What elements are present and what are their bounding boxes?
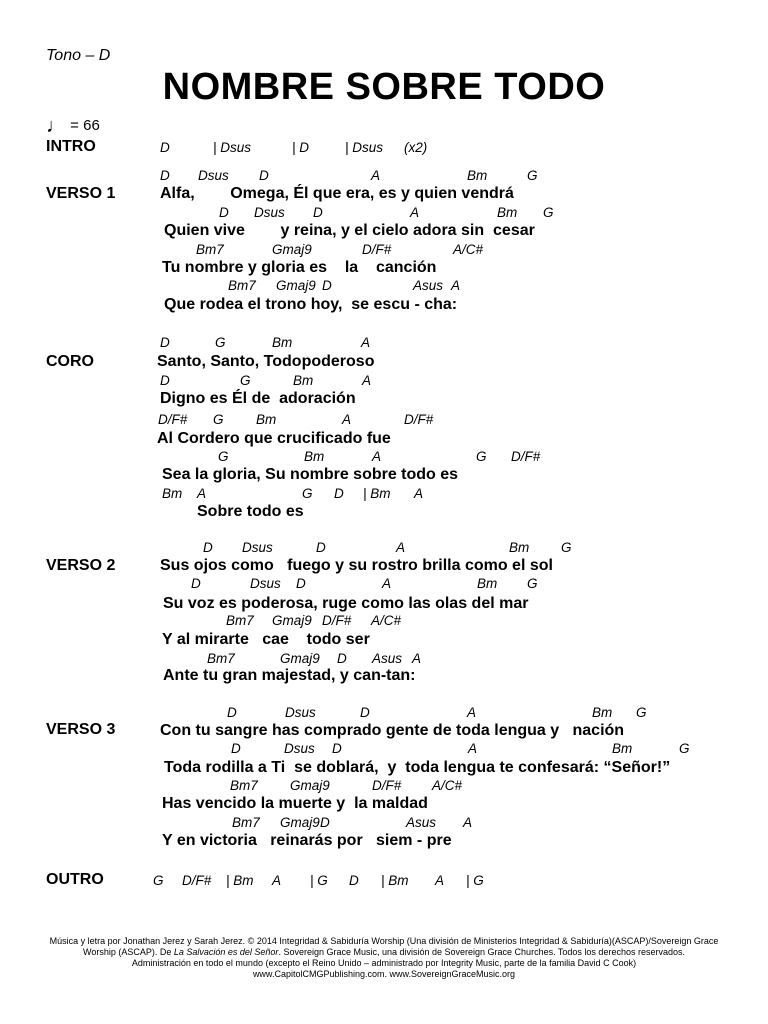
chord: G [240, 373, 251, 388]
chord: D/F# [158, 412, 188, 427]
chord: D [227, 705, 237, 720]
chord: G [679, 741, 690, 756]
chord: Bm7 [228, 278, 256, 293]
chord: D [316, 540, 326, 555]
chord: A [463, 815, 473, 830]
chord: D [322, 278, 332, 293]
lyric-line: Su voz es poderosa, ruge como las olas del mar [163, 595, 529, 612]
chord: G [153, 873, 164, 888]
chord: A/C# [371, 613, 402, 628]
chord: D [334, 486, 344, 501]
song-title: NOMBRE SOBRE TODO [162, 66, 606, 108]
chord: | Bm [363, 486, 391, 501]
chord: A [197, 486, 207, 501]
chord: Bm [162, 486, 183, 501]
chord: D [360, 705, 370, 720]
chord: D [160, 168, 170, 183]
chord: G [476, 449, 487, 464]
chord: A [414, 486, 424, 501]
chord: Bm [497, 205, 518, 220]
chord: A/C# [432, 778, 463, 793]
chord: D [231, 741, 241, 756]
chord: D [349, 873, 359, 888]
chord: Gmaj9 [276, 278, 316, 293]
chord: A [362, 373, 372, 388]
chord: | Bm [381, 873, 409, 888]
copyright-footer [40, 936, 728, 980]
chord: Bm [477, 576, 498, 591]
chord: A [342, 412, 352, 427]
chord: D/F# [404, 412, 434, 427]
chord: | Bm [226, 873, 254, 888]
chord: D [337, 651, 347, 666]
lyric-line: Alfa, Omega, Él que era, es y quien vendrá [160, 185, 514, 202]
chord: A [412, 651, 422, 666]
chord: G [215, 335, 226, 350]
chord: Bm [467, 168, 488, 183]
section-label-coro: CORO [46, 353, 94, 370]
lyric-line: Ante tu gran majestad, y can-tan: [163, 667, 416, 684]
chord: Gmaj9 [272, 242, 312, 257]
chord: G [302, 486, 313, 501]
chord: Asus [406, 815, 437, 830]
chord: A [410, 205, 420, 220]
chord: G [543, 205, 554, 220]
tempo-value: = 66 [70, 117, 100, 134]
chord: D/F# [372, 778, 402, 793]
chord: A [272, 873, 282, 888]
quarter-note-icon: ♩ [46, 115, 66, 137]
lyric-line: Sea la gloria, Su nombre sobre todo es [162, 466, 459, 483]
chord: G [218, 449, 229, 464]
chord: Dsus [198, 168, 229, 183]
chord: (x2) [404, 140, 428, 155]
chord: Bm7 [232, 815, 260, 830]
chord: D [160, 140, 170, 155]
chord: Bm7 [207, 651, 235, 666]
chord: D [160, 335, 170, 350]
chord: D [219, 205, 229, 220]
lyric-line: Quien vive y reina, y el cielo adora sin cesar [164, 222, 535, 239]
chord: | Dsus [213, 140, 252, 155]
lyric-line: Al Cordero que crucificado fue [157, 430, 391, 447]
chord: Dsus [250, 576, 281, 591]
album-title: La Salvación es del Señor [173, 947, 279, 957]
chord: Dsus [254, 205, 285, 220]
chord: Bm [293, 373, 314, 388]
chord: Bm [612, 741, 633, 756]
chord: Gmaj9 [280, 651, 320, 666]
chord: Asus [413, 278, 444, 293]
section-label-verso1: VERSO 1 [46, 185, 116, 202]
lyric-line: Y en victoria reinarás por siem - pre [162, 832, 452, 849]
chord: D/F# [362, 242, 392, 257]
lyric-line: Tu nombre y gloria es la canción [162, 259, 437, 276]
chord: Bm7 [230, 778, 258, 793]
section-label-intro: INTRO [46, 138, 96, 155]
chord: | G [310, 873, 328, 888]
chord: D [320, 815, 330, 830]
lyric-line: Y al mirarte cae todo ser [162, 631, 370, 648]
chord: Gmaj9 [290, 778, 330, 793]
chord: D [259, 168, 269, 183]
chord: Dsus [242, 540, 273, 555]
chord: Dsus [285, 705, 316, 720]
chord: Bm [272, 335, 293, 350]
lyric-line: Que rodea el trono hoy, se escu - cha: [164, 296, 458, 313]
chord: D/F# [182, 873, 212, 888]
footer-administration: Administración en todo el mundo (excepto el Reino Unido – administrado por Integrity Music, parte de la familia David C Cook) [131, 958, 637, 968]
section-label-verso3: VERSO 3 [46, 721, 116, 738]
chord: D/F# [511, 449, 541, 464]
chord: A [435, 873, 445, 888]
chord: A [468, 741, 478, 756]
chord: A [361, 335, 371, 350]
chord: A [396, 540, 406, 555]
tempo-marking [46, 113, 100, 136]
chord: Bm [592, 705, 613, 720]
chord: Asus [372, 651, 403, 666]
chord: G [561, 540, 572, 555]
section-label-outro: OUTRO [46, 871, 104, 888]
footer-credits: Música y letra por Jonathan Jerez y Sarah Jerez. © 2014 Integridad & Sabiduría Worship (Una división de Ministerios Integridad & Sabiduría)(ASCAP)/Sovereign Grace Worship (ASCAP). De La Salvación es del Señor. Sovereign Grace Music, una división de Sovereign Grace Churches. Todos los derechos reservados. [49, 936, 719, 957]
chord: A/C# [453, 242, 484, 257]
lyric-line: Digno es Él de adoración [160, 390, 356, 407]
lyric-line: Sobre todo es [197, 503, 304, 520]
chord: G [213, 412, 224, 427]
chord: G [527, 168, 538, 183]
chord: Dsus [284, 741, 315, 756]
chord: A [451, 278, 461, 293]
chord: D [332, 741, 342, 756]
chord: D [313, 205, 323, 220]
lyric-line: Has vencido la muerte y la maldad [162, 795, 428, 812]
chord: Gmaj9 [272, 613, 312, 628]
section-label-verso2: VERSO 2 [46, 557, 116, 574]
chord: | D [292, 140, 310, 155]
lyric-line: Toda rodilla a Ti se doblará, y toda lengua te confesará: “Señor!” [164, 759, 671, 776]
song-key: Tono – D [46, 47, 111, 64]
chord: Bm [304, 449, 325, 464]
chord: Bm7 [226, 613, 254, 628]
chord: | Dsus [345, 140, 384, 155]
chord: D [191, 576, 201, 591]
lyric-line: Con tu sangre has comprado gente de toda lengua y nación [160, 722, 625, 739]
chord: A [371, 168, 381, 183]
chord: D [296, 576, 306, 591]
chord: D/F# [322, 613, 352, 628]
chord: A [372, 449, 382, 464]
chord: Bm7 [196, 242, 224, 257]
chord: A [382, 576, 392, 591]
chord: Bm [256, 412, 277, 427]
chord: | G [466, 873, 484, 888]
chord: D [203, 540, 213, 555]
footer-websites: www.CapitolCMGPublishing.com. www.SovereignGraceMusic.org [252, 969, 516, 979]
chord: G [636, 705, 647, 720]
chord: A [467, 705, 477, 720]
chord: G [527, 576, 538, 591]
chord: Bm [509, 540, 530, 555]
lyric-line: Sus ojos como fuego y su rostro brilla como el sol [160, 557, 553, 574]
chord: D [160, 373, 170, 388]
lyric-line: Santo, Santo, Todopoderoso [157, 353, 375, 370]
chord: Gmaj9 [280, 815, 320, 830]
